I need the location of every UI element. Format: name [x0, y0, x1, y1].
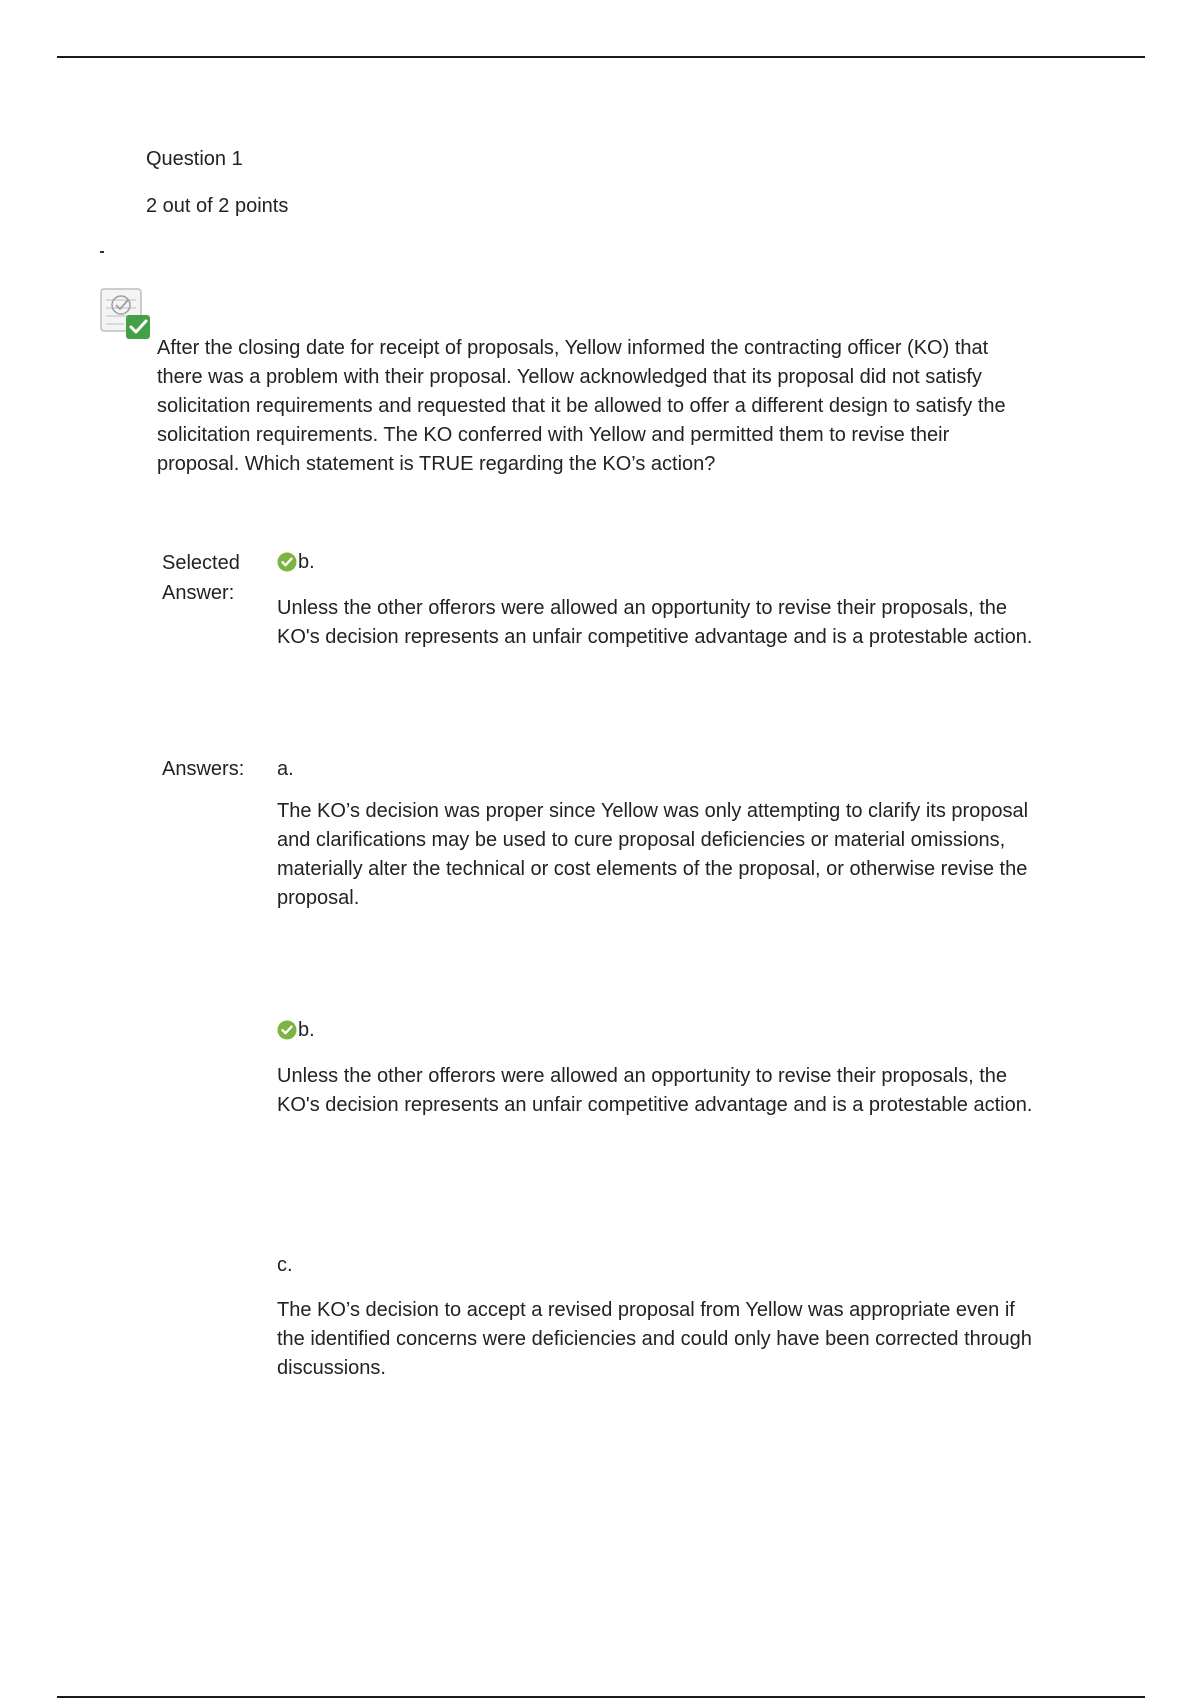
answer-option-c-letter: c. — [277, 1254, 293, 1276]
answer-option-b-letter-text: b. — [298, 1019, 315, 1041]
question-points: 2 out of 2 points — [146, 195, 289, 217]
correct-check-icon — [277, 1020, 297, 1040]
answers-label: Answers: — [162, 758, 245, 780]
answer-option-b-letter — [277, 1017, 315, 1043]
graded-correct-icon — [98, 286, 154, 342]
selected-answer-letter — [277, 549, 315, 575]
answer-option-c-text: The KO’s decision to accept a revised proposal from Yellow was appropriate even if the identified concerns were deficiencies and could only have been corrected through discussions. — [277, 1299, 1032, 1379]
selected-answer-label: Selected Answer: — [162, 552, 240, 604]
top-rule — [57, 56, 1145, 58]
question-title: Question 1 — [146, 148, 243, 170]
divider-mark — [100, 251, 104, 253]
answer-option-a-text: The KO’s decision was proper since Yellow was only attempting to clarify its proposal and clarifications may be used to cure proposal deficiencies or material omissions, materially alter the technical or cost elements of the proposal, or otherwise revise the proposal. — [277, 800, 1029, 909]
answer-option-a-letter: a. — [277, 758, 294, 780]
bottom-rule — [57, 1696, 1145, 1698]
answer-option-b-text: Unless the other offerors were allowed an opportunity to revise their proposals, the KO's decision represents an unfair competitive advantage and is a protestable action. — [277, 1065, 1033, 1116]
correct-check-icon — [277, 552, 297, 572]
selected-answer-text: Unless the other offerors were allowed an opportunity to revise their proposals, the KO's decision represents an unfair competitive advantage and is a protestable action. — [277, 597, 1033, 648]
question-stem: After the closing date for receipt of proposals, Yellow informed the contracting officer (KO) that there was a problem with their proposal. Yellow acknowledged that its proposal did not satisfy solicitation requirements and requested that it be allowed to offer a different design to satisfy the solicitation requirements. The KO conferred with Yellow and permitted them to revise their proposal. Which statement is TRUE regarding the KO’s action? — [157, 337, 1006, 475]
selected-answer-letter-text: b. — [298, 551, 315, 573]
